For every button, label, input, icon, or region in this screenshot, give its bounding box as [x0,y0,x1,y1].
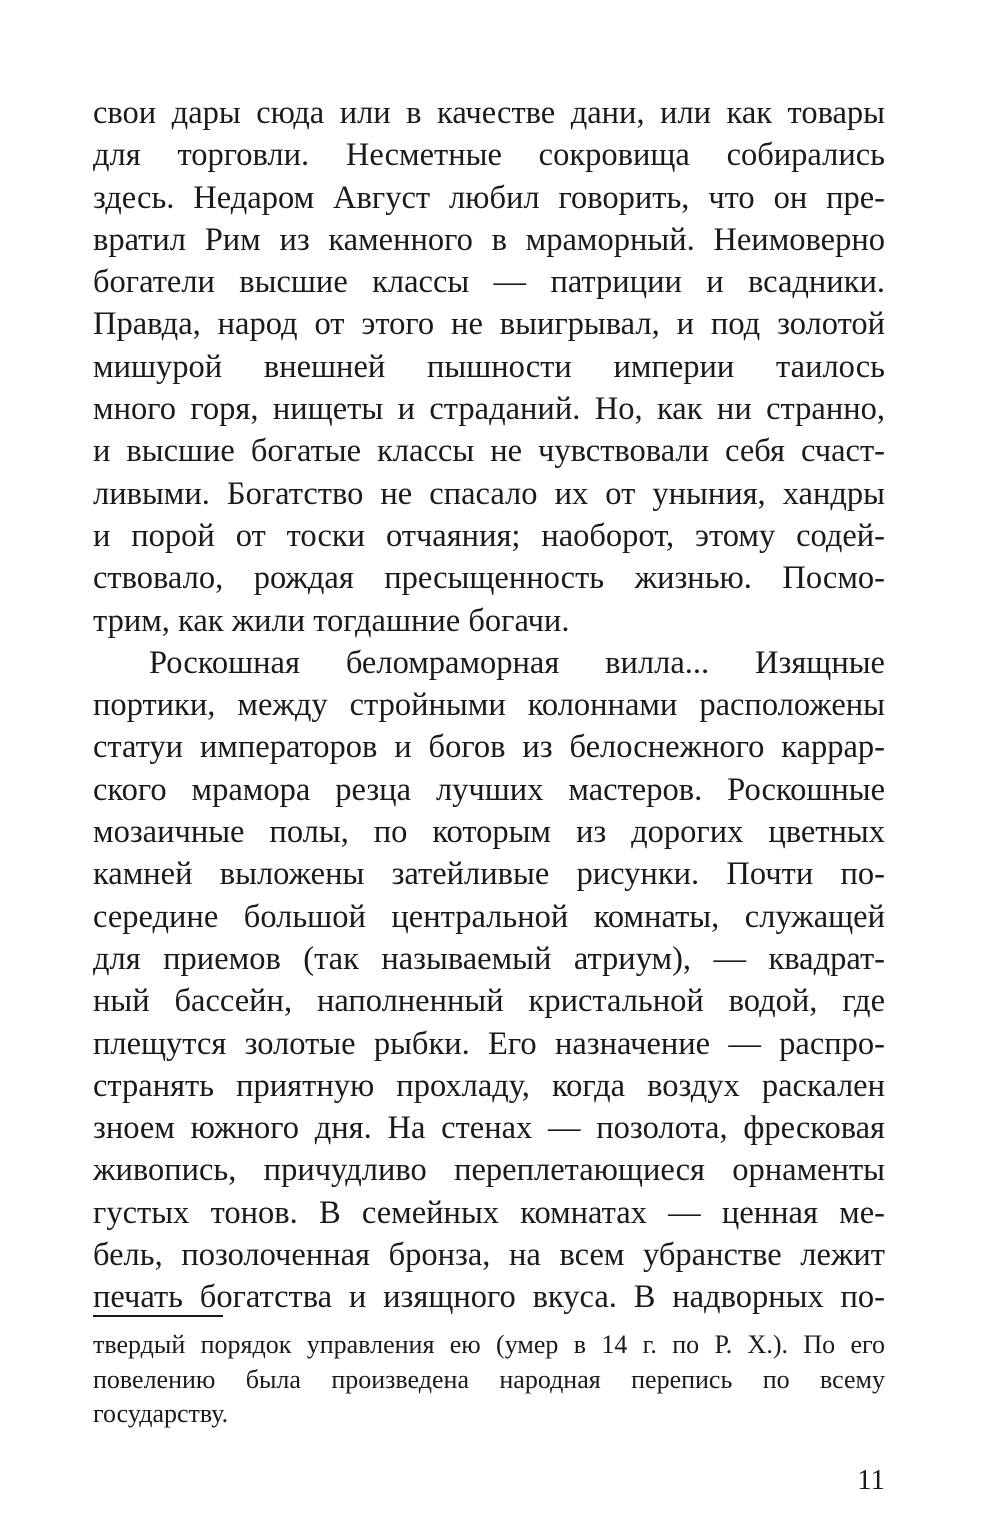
text-line: для приемов (так называемый атриум), — квадрат- [93,940,885,977]
text-line: плещутся золотые рыбки. Его назначение — распро- [93,1025,885,1062]
text-line: странять приятную прохладу, когда воздух раскален [93,1067,885,1104]
text-line: и порой от тоски отчаяния; наоборот, этому содей- [93,517,885,554]
text-line: свои дары сюда или в качестве дани, или как товары [93,95,885,131]
text-line: богатели высшие классы — патриции и всадники. [93,264,885,301]
text-line: зноем южного дня. На стенах — позолота, фресковая [93,1110,885,1147]
text-line: для торговли. Несметные сокровища собирались [93,137,885,174]
main-text [93,92,885,1319]
text-line: ствовало, рождая пресыщенность жизнью. Посмо- [93,560,885,597]
text-line: много горя, нищеты и страданий. Но, как ни странно, [93,391,885,428]
text-line: Правда, народ от этого не выигрывал, и под золотой [93,306,885,343]
text-line: камней выложены затейливые рисунки. Почти по- [93,856,885,893]
page-number: 11 [857,1464,885,1496]
text-line: густых тонов. В семейных комнатах — ценная ме- [93,1194,885,1231]
paragraph-1 [93,92,885,642]
text-line: и высшие богатые классы не чувствовали себя счаст- [93,433,885,470]
text-line: живопись, причудливо переплетающиеся орнаменты [93,1152,885,1189]
text-line: трим, как жили тогдашние богачи. [93,602,570,639]
footnote [93,1328,885,1432]
text-line: ливыми. Богатство не спасало их от уныния, хандры [93,475,885,512]
text-line: печать богатства и изящного вкуса. В надворных по- [93,1279,885,1316]
text-line: бель, позолоченная бронза, на всем убранстве лежит [93,1237,885,1274]
text-line: Роскошная беломраморная вилла... Изящные [149,644,885,681]
text-line: мишурой внешней пышности империи таилось [93,348,885,385]
footnote-line: повелению была произведена народная перепись по всему [93,1364,885,1394]
text-line: ского мрамора резца лучших мастеров. Роскошные [93,771,885,808]
text-line: мозаичные полы, по которым из дорогих цветных [93,814,885,851]
text-line: середине большой центральной комнаты, служащей [93,898,885,935]
footnote-line: государству. [93,1399,229,1428]
page-body [93,92,885,1319]
text-line: портики, между стройными колоннами расположены [93,687,885,724]
footnote-divider [93,1315,223,1317]
text-line: ный бассейн, наполненный кристальной водой, где [93,983,885,1020]
text-line: здесь. Недаром Август любил говорить, что он пре- [93,179,885,216]
text-line: вратил Рим из каменного в мраморный. Неимоверно [93,221,885,258]
text-line: статуи императоров и богов из белоснежного каррар- [93,729,885,766]
paragraph-2 [93,642,885,1319]
footnote-line: твердый порядок управления ею (умер в 14 г. по Р. Х.). По его [93,1330,885,1359]
